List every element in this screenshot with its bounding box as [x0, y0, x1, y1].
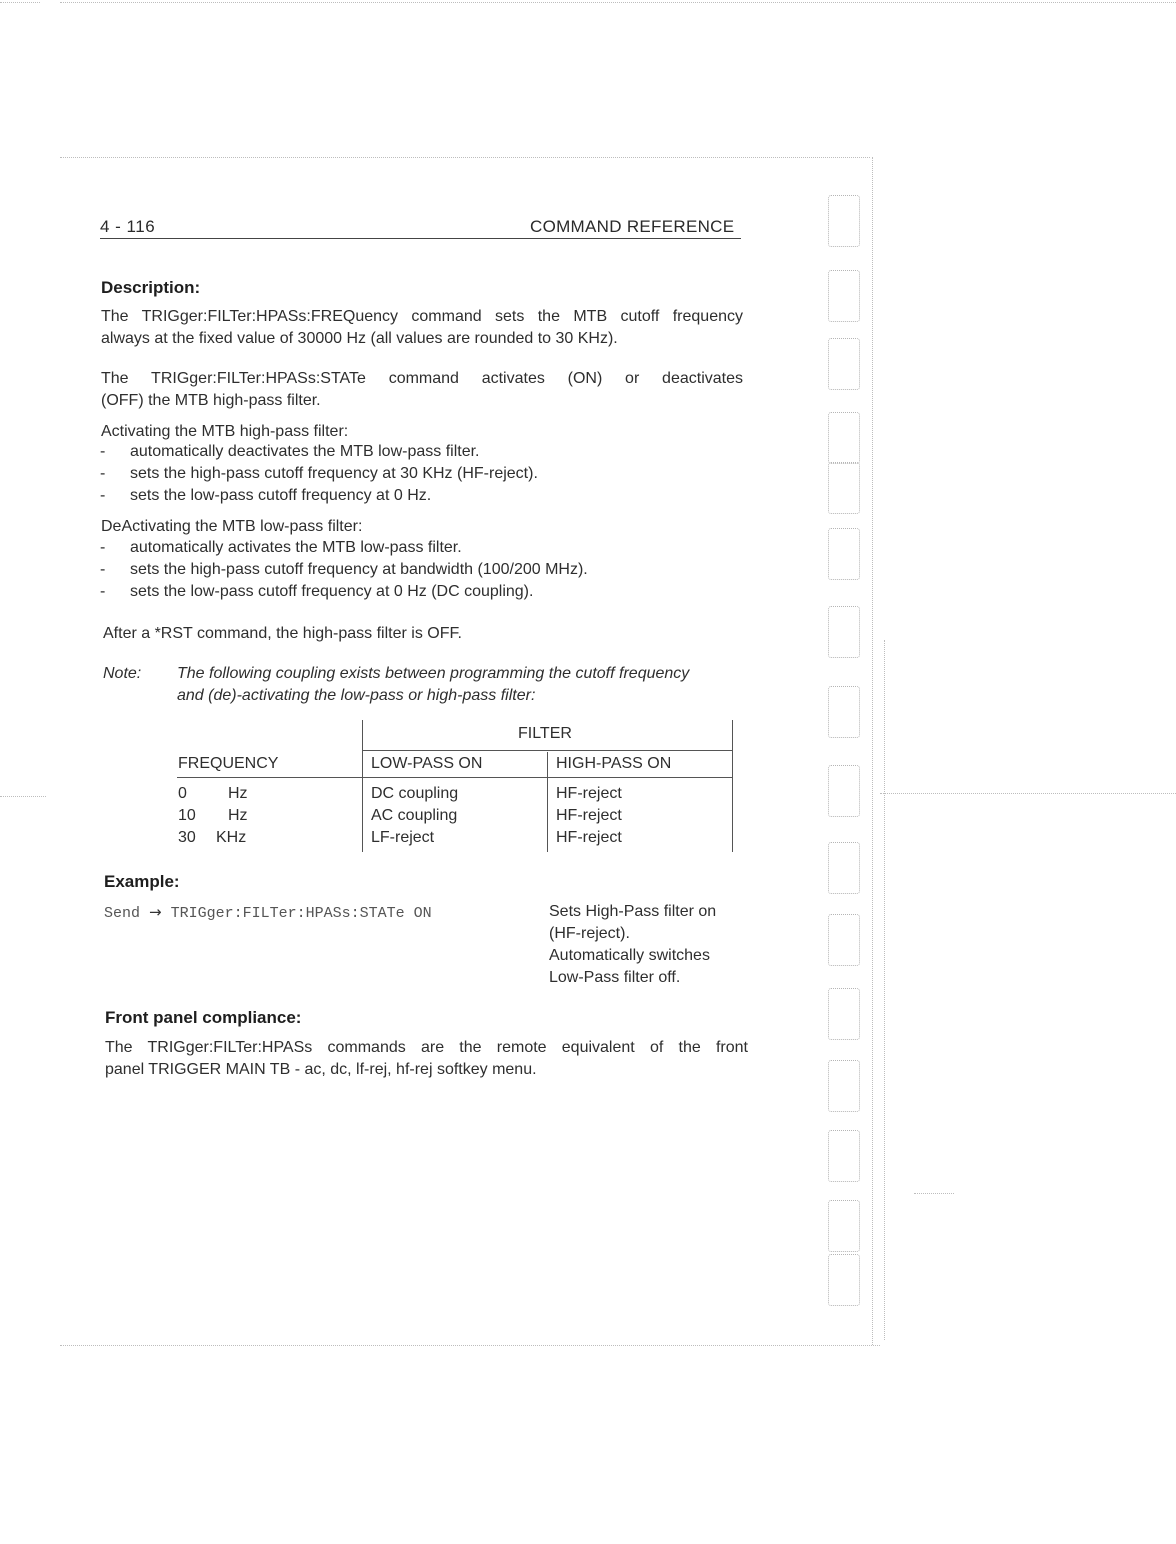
binder-tab	[828, 462, 860, 514]
list-item: sets the high-pass cutoff frequency at 30 KHz (HF-reject).	[130, 465, 538, 482]
binder-tab	[828, 270, 860, 322]
table-divider	[732, 720, 733, 852]
table-col-header: FREQUENCY	[178, 755, 279, 772]
table-cell-low: AC coupling	[371, 807, 458, 824]
section-title: COMMAND REFERENCE	[530, 217, 735, 236]
paragraph-line: always at the fixed value of 30000 Hz (all values are rounded to 30 KHz).	[101, 330, 618, 347]
table-group-header: FILTER	[518, 725, 572, 742]
page-number: 4 - 116	[100, 217, 156, 236]
table-divider	[547, 752, 548, 852]
arrow-icon: →	[149, 903, 162, 921]
binder-tab	[828, 1200, 860, 1252]
paragraph-line: The TRIGger:FILTer:HPASs:FREQuency command sets the MTB cutoff frequency	[101, 308, 743, 325]
note-label: Note:	[103, 665, 142, 682]
state-paragraph	[101, 368, 743, 412]
example-explanation-line: Automatically switches	[549, 947, 710, 964]
example-explanation-line: Low-Pass filter off.	[549, 969, 681, 986]
binder-tab	[828, 606, 860, 658]
table-cell-freq: 30	[178, 829, 196, 846]
page-edge-bottom	[60, 1345, 880, 1346]
table-cell-freq: 0	[178, 785, 187, 802]
list-item: automatically deactivates the MTB low-pass filter.	[130, 443, 480, 460]
paragraph-line: panel TRIGGER MAIN TB - ac, dc, lf-rej, hf-rej softkey menu.	[105, 1061, 537, 1078]
binder-tab	[828, 1060, 860, 1112]
binder-tab	[828, 528, 860, 580]
scan-mark-right-small	[914, 1193, 954, 1194]
list-bullet: -	[100, 487, 106, 504]
table-col-header: LOW-PASS ON	[371, 755, 483, 772]
table-cell-unit: KHz	[216, 829, 247, 846]
example-explanation-line: (HF-reject).	[549, 925, 630, 942]
binder-tab	[828, 338, 860, 390]
rst-note: After a *RST command, the high-pass filter is OFF.	[103, 625, 462, 642]
deactivating-intro: DeActivating the MTB low-pass filter:	[101, 518, 363, 535]
binder-tab	[828, 1130, 860, 1182]
binder-tab	[828, 914, 860, 966]
scan-mark-right	[880, 793, 1176, 794]
binder-tab	[828, 412, 860, 464]
binder-tab	[828, 1254, 860, 1306]
note-line: and (de)-activating the low-pass or high-pass filter:	[177, 687, 536, 704]
scan-edge-top-left	[0, 2, 40, 3]
paragraph-line: (OFF) the MTB high-pass filter.	[101, 392, 321, 409]
table-cell-low: LF-reject	[371, 829, 435, 846]
header-rule	[100, 238, 741, 239]
list-bullet: -	[100, 465, 106, 482]
example-heading: Example:	[104, 872, 180, 891]
table-cell-unit: Hz	[228, 807, 248, 824]
page-edge-right-outer	[884, 640, 885, 1340]
description-heading: Description:	[101, 278, 201, 297]
paragraph-line: The TRIGger:FILTer:HPASs commands are the remote equivalent of the front	[105, 1039, 748, 1056]
list-bullet: -	[100, 561, 106, 578]
paragraph-line: The TRIGger:FILTer:HPASs:STATe command activates (ON) or deactivates	[101, 370, 743, 387]
binder-tab	[828, 765, 860, 817]
list-item: sets the low-pass cutoff frequency at 0 Hz.	[130, 487, 432, 504]
binder-tab	[828, 195, 860, 247]
list-item: sets the low-pass cutoff frequency at 0 Hz (DC coupling).	[130, 583, 534, 600]
table-cell-unit: Hz	[228, 785, 248, 802]
frequency-paragraph	[101, 306, 743, 350]
table-cell-freq: 10	[178, 807, 196, 824]
example-command-line	[104, 903, 432, 922]
page-edge-top	[60, 157, 870, 158]
table-divider	[362, 720, 363, 852]
page-edge-right	[872, 157, 873, 1345]
activating-intro: Activating the MTB high-pass filter:	[101, 423, 349, 440]
table-cell-high: HF-reject	[556, 829, 622, 846]
table-col-header: HIGH-PASS ON	[556, 755, 672, 772]
send-label: Send	[104, 905, 141, 922]
scan-mark-left	[0, 796, 46, 797]
table-cell-high: HF-reject	[556, 785, 622, 802]
list-bullet: -	[100, 583, 106, 600]
binder-tab	[828, 988, 860, 1040]
table-cell-high: HF-reject	[556, 807, 622, 824]
scan-edge-top	[60, 2, 1176, 3]
list-bullet: -	[100, 443, 106, 460]
table-cell-low: DC coupling	[371, 785, 459, 802]
note-line: The following coupling exists between programming the cutoff frequency	[177, 665, 690, 682]
table-rule	[362, 750, 732, 751]
front-panel-heading: Front panel compliance:	[105, 1008, 302, 1027]
list-item: sets the high-pass cutoff frequency at bandwidth (100/200 MHz).	[130, 561, 588, 578]
example-explanation-line: Sets High-Pass filter on	[549, 903, 717, 920]
example-command: TRIGger:FILTer:HPASs:STATe ON	[170, 905, 432, 922]
list-bullet: -	[100, 539, 106, 556]
table-rule	[177, 777, 732, 778]
list-item: automatically activates the MTB low-pass filter.	[130, 539, 462, 556]
front-panel-paragraph	[105, 1037, 748, 1081]
binder-tab	[828, 686, 860, 738]
binder-tab	[828, 842, 860, 894]
